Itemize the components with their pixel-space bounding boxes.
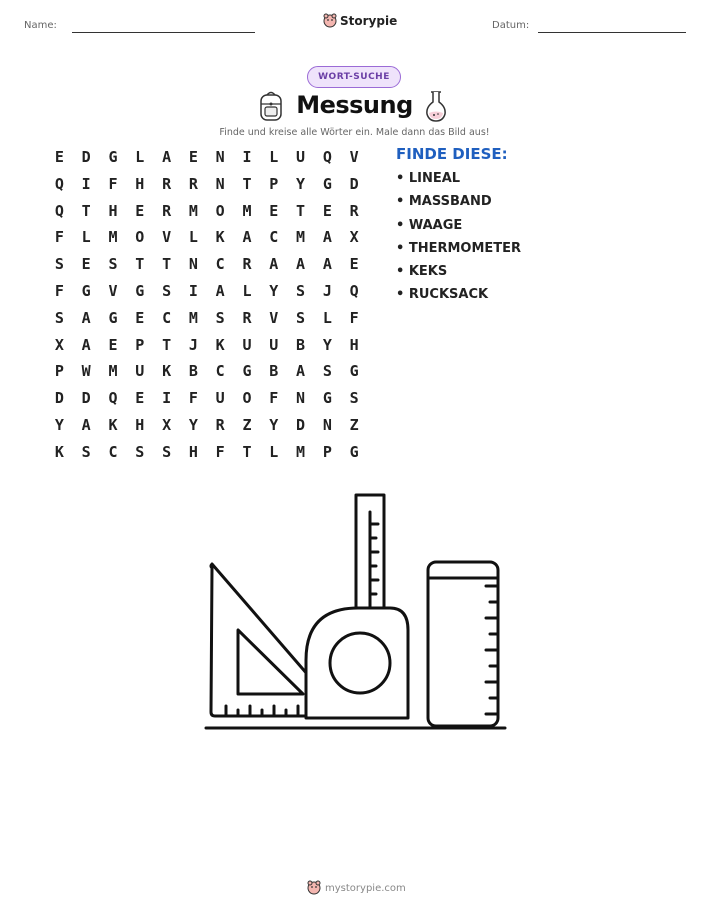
grid-cell: S [162, 281, 172, 300]
grid-cell: V [349, 148, 359, 166]
grid-cell: K [162, 362, 172, 381]
grid-cell: B [188, 362, 198, 381]
grid-cell: D [349, 174, 359, 193]
grid-cell: F [349, 308, 359, 327]
grid-cell: L [135, 148, 145, 166]
grid-row [46, 442, 368, 469]
instructions: Finde und kreise alle Wörter ein. Male dann das Bild aus! [219, 127, 490, 138]
grid-cell: S [54, 308, 64, 327]
grid-cell: R [188, 174, 198, 193]
storypie-footer-logo-icon [307, 880, 321, 896]
footer-url: mystorypie.com [325, 882, 406, 894]
grid-cell: L [269, 148, 279, 166]
grid-cell: M [188, 201, 198, 220]
storypie-logo-icon [323, 13, 337, 29]
grid-row [46, 361, 368, 388]
grid-cell: S [135, 442, 145, 461]
grid-cell: E [108, 335, 118, 354]
grid-cell: S [162, 442, 172, 461]
grid-cell: A [322, 228, 332, 247]
grid-cell: L [322, 308, 332, 327]
grid-cell: O [135, 228, 145, 247]
grid-cell: Y [188, 415, 198, 434]
grid-cell: Z [349, 415, 359, 434]
measuring-tools-illustration [200, 490, 510, 735]
grid-cell: T [162, 255, 172, 274]
grid-cell: R [242, 308, 252, 327]
grid-cell: T [242, 442, 252, 461]
word-list [396, 171, 521, 311]
grid-cell: Z [242, 415, 252, 434]
grid-cell: E [135, 201, 145, 220]
grid-cell: X [349, 228, 359, 247]
grid-cell: A [296, 255, 306, 274]
grid-row [46, 308, 368, 335]
word-list-item: • WAAGE [396, 217, 463, 233]
grid-cell: G [322, 389, 332, 408]
grid-cell: K [54, 442, 64, 461]
grid-cell: F [215, 442, 225, 461]
grid-cell: S [81, 442, 91, 461]
grid-cell: I [162, 389, 172, 408]
grid-cell: G [349, 362, 359, 381]
grid-cell: V [269, 308, 279, 327]
grid-cell: C [108, 442, 118, 461]
grid-cell: Q [108, 389, 118, 408]
grid-cell: C [162, 308, 172, 327]
grid-row [46, 227, 368, 254]
grid-cell: F [54, 228, 64, 247]
grid-cell: L [81, 228, 91, 247]
word-list-item: • RUCKSACK [396, 287, 489, 303]
grid-cell: E [54, 148, 64, 166]
grid-cell: J [322, 281, 332, 300]
date-line [538, 32, 686, 33]
grid-cell: N [322, 415, 332, 434]
grid-cell: V [108, 281, 118, 300]
grid-cell: Q [54, 174, 64, 193]
grid-cell: L [269, 442, 279, 461]
grid-cell: U [242, 335, 252, 354]
grid-cell: N [215, 174, 225, 193]
footer [307, 880, 406, 896]
grid-cell: M [188, 308, 198, 327]
grid-cell: D [296, 415, 306, 434]
grid-cell: A [215, 281, 225, 300]
date-label: Datum: [492, 20, 530, 31]
grid-cell: L [188, 228, 198, 247]
worksheet-type-badge: WORT-SUCHE [307, 66, 401, 88]
word-list-item: • KEKS [396, 264, 448, 280]
grid-cell: H [188, 442, 198, 461]
grid-cell: A [296, 362, 306, 381]
storypie-logo [323, 13, 397, 29]
grid-cell: U [135, 362, 145, 381]
grid-cell: Q [54, 201, 64, 220]
grid-cell: J [188, 335, 198, 354]
grid-cell: A [162, 148, 172, 166]
grid-cell: K [108, 415, 118, 434]
grid-cell: F [269, 389, 279, 408]
grid-cell: S [215, 308, 225, 327]
grid-cell: U [215, 389, 225, 408]
grid-cell: C [269, 228, 279, 247]
grid-cell: F [54, 281, 64, 300]
grid-cell: N [296, 389, 306, 408]
grid-cell: Y [269, 415, 279, 434]
flask-icon [424, 89, 448, 123]
grid-cell: G [81, 281, 91, 300]
grid-cell: L [242, 281, 252, 300]
grid-row [46, 335, 368, 362]
grid-row [46, 415, 368, 442]
grid-cell: B [296, 335, 306, 354]
grid-cell: E [188, 148, 198, 166]
word-list-item: • LINEAL [396, 171, 461, 186]
grid-row [46, 281, 368, 308]
grid-cell: P [269, 174, 279, 193]
grid-row [46, 174, 368, 201]
grid-cell: D [81, 148, 91, 166]
grid-cell: A [81, 335, 91, 354]
grid-cell: S [54, 255, 64, 274]
grid-cell: O [242, 389, 252, 408]
grid-cell: E [135, 308, 145, 327]
grid-cell: H [135, 174, 145, 193]
grid-cell: Y [54, 415, 64, 434]
grid-cell: Y [296, 174, 306, 193]
grid-row [46, 147, 368, 174]
grid-cell: F [188, 389, 198, 408]
grid-cell: U [296, 148, 306, 166]
grid-cell: R [242, 255, 252, 274]
grid-cell: G [242, 362, 252, 381]
grid-cell: Q [349, 281, 359, 300]
grid-cell: Y [322, 335, 332, 354]
grid-cell: M [108, 228, 118, 247]
grid-cell: T [81, 201, 91, 220]
grid-row [46, 254, 368, 281]
grid-cell: G [322, 174, 332, 193]
grid-cell: H [349, 335, 359, 354]
grid-cell: R [162, 174, 172, 193]
grid-cell: H [135, 415, 145, 434]
grid-cell: T [296, 201, 306, 220]
grid-cell: S [349, 389, 359, 408]
grid-cell: W [81, 362, 91, 381]
grid-cell: M [108, 362, 118, 381]
grid-cell: G [349, 442, 359, 461]
grid-cell: V [162, 228, 172, 247]
grid-cell: A [81, 415, 91, 434]
word-search-grid [46, 147, 368, 469]
name-line [72, 32, 255, 33]
grid-cell: O [215, 201, 225, 220]
grid-cell: D [54, 389, 64, 408]
grid-cell: S [108, 255, 118, 274]
grid-cell: C [215, 255, 225, 274]
grid-cell: A [269, 255, 279, 274]
grid-cell: E [81, 255, 91, 274]
grid-cell: I [81, 174, 91, 193]
grid-cell: I [242, 148, 252, 166]
grid-cell: S [296, 281, 306, 300]
grid-cell: R [215, 415, 225, 434]
brand-name: Storypie [340, 14, 398, 28]
grid-cell: M [296, 228, 306, 247]
grid-row [46, 201, 368, 228]
grid-cell: H [108, 201, 118, 220]
grid-cell: N [215, 148, 225, 166]
grid-cell: F [108, 174, 118, 193]
grid-cell: X [162, 415, 172, 434]
grid-cell: E [135, 389, 145, 408]
grid-cell: Q [322, 148, 332, 166]
grid-cell: T [242, 174, 252, 193]
grid-row [46, 388, 368, 415]
grid-cell: G [108, 308, 118, 327]
grid-cell: R [162, 201, 172, 220]
grid-cell: P [54, 362, 64, 381]
grid-cell: U [269, 335, 279, 354]
grid-cell: M [296, 442, 306, 461]
grid-cell: R [349, 201, 359, 220]
grid-cell: Y [269, 281, 279, 300]
grid-cell: G [108, 148, 118, 166]
word-list-title: FINDE DIESE: [396, 145, 508, 163]
grid-cell: E [269, 201, 279, 220]
grid-cell: G [135, 281, 145, 300]
grid-cell: I [188, 281, 198, 300]
grid-cell: E [349, 255, 359, 274]
name-label: Name: [24, 20, 57, 31]
grid-cell: A [81, 308, 91, 327]
word-list-item: • THERMOMETER [396, 240, 522, 256]
grid-cell: B [269, 362, 279, 381]
grid-cell: A [322, 255, 332, 274]
grid-cell: D [81, 389, 91, 408]
grid-cell: E [322, 201, 332, 220]
grid-cell: M [242, 201, 252, 220]
grid-cell: P [322, 442, 332, 461]
grid-cell: S [296, 308, 306, 327]
grid-cell: C [215, 362, 225, 381]
grid-cell: K [215, 335, 225, 354]
grid-cell: K [215, 228, 225, 247]
grid-cell: X [54, 335, 64, 354]
grid-cell: S [322, 362, 332, 381]
grid-cell: A [242, 228, 252, 247]
grid-cell: T [162, 335, 172, 354]
grid-cell: N [188, 255, 198, 274]
grid-cell: T [135, 255, 145, 274]
grid-cell: P [135, 335, 145, 354]
word-list-item: • MASSBAND [396, 194, 492, 210]
page-title: Messung [296, 91, 413, 119]
